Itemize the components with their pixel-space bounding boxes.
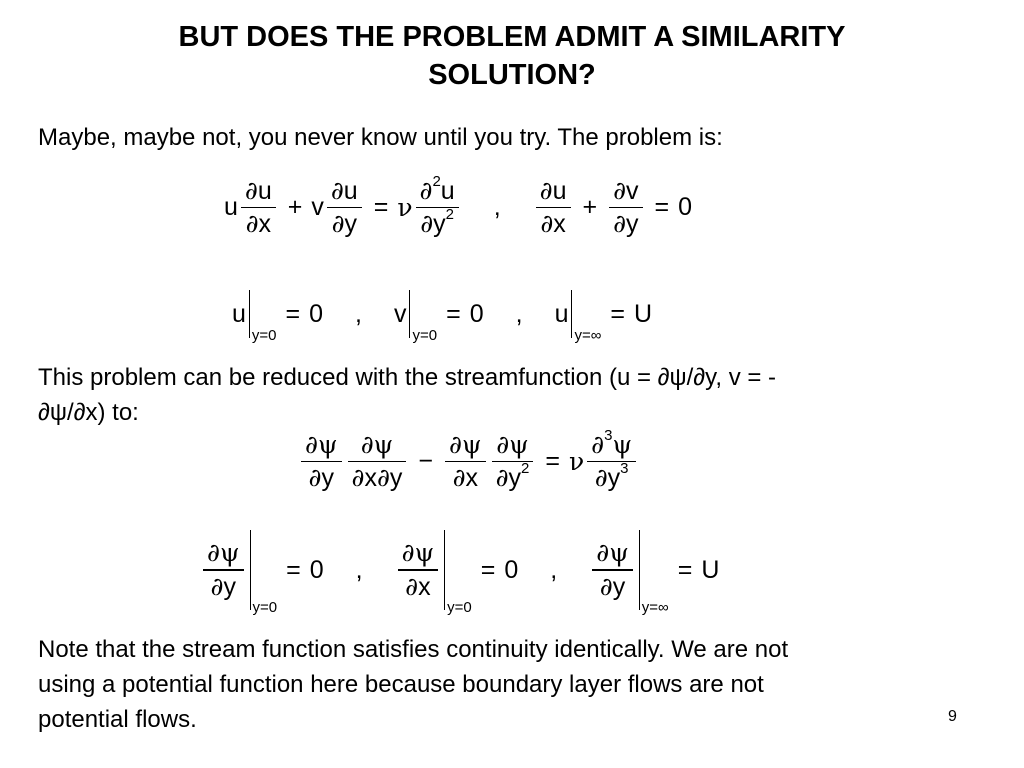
note-text [38, 632, 958, 737]
streamfunction-text [38, 360, 958, 430]
streamfunction-boundary-conditions: $\frac{\partial\psi}{\partial y}$ y=0 = 0 , $\frac{\partial\psi}{\partial x}$ y=0 = 0 , $\frac{\partial\psi}{\partial y}$ y=∞ = U [200, 530, 719, 610]
streamfunction-line-2: ∂ψ/∂x) to: [38, 399, 139, 426]
d2u-dy2-fraction: $\frac{\partial^2u}{\partial y^2}$ [416, 178, 459, 237]
velocity-boundary-conditions: u y=0 = 0 , v y=0 = 0 , u y=∞ = U [232, 290, 652, 338]
note-line-3: potential flows. [38, 706, 197, 733]
momentum-continuity-equations: u $\frac{\partial u}{\partial x}$ + v $\frac{\partial u}{\partial y}$ = ν $\frac{\partial^2u}{\partial y^2}$ , $\frac{\partial u}{\partial x}$ + $\frac{\partial v}{\partial y}$ = 0 [224, 172, 693, 239]
continuity-dv-dy: $\frac{\partial v}{\partial y}$ [609, 178, 642, 237]
page-number: 9 [948, 708, 957, 725]
note-line-2: using a potential function here because boundary layer flows are not [38, 671, 764, 698]
du-dx-fraction: $\frac{\partial u}{\partial x}$ [241, 178, 276, 237]
title-line-1: BUT DOES THE PROBLEM ADMIT A SIMILARITY [178, 21, 846, 53]
title-line-2: SOLUTION? [428, 59, 596, 91]
slide-title [0, 18, 1024, 94]
intro-text: Maybe, maybe not, you never know until you try. The problem is: [38, 124, 723, 151]
streamfunction-line-1: This problem can be reduced with the streamfunction (u = ∂ψ/∂y, v = - [38, 364, 777, 391]
streamfunction-equation: $\frac{\partial\psi}{\partial y}$ $\frac{\partial\psi}{\partial x\partial y}$ − $\frac{\partial\psi}{\partial x}$ $\frac{\partial\psi}{\partial y^2}$ = ν $\frac{\partial^3\psi}{\partial y^3}$ [298, 432, 639, 491]
note-line-1: Note that the stream function satisfies continuity identically. We are not [38, 636, 789, 663]
continuity-du-dx: $\frac{\partial u}{\partial x}$ [536, 178, 571, 237]
du-dy-fraction: $\frac{\partial u}{\partial y}$ [327, 178, 362, 237]
